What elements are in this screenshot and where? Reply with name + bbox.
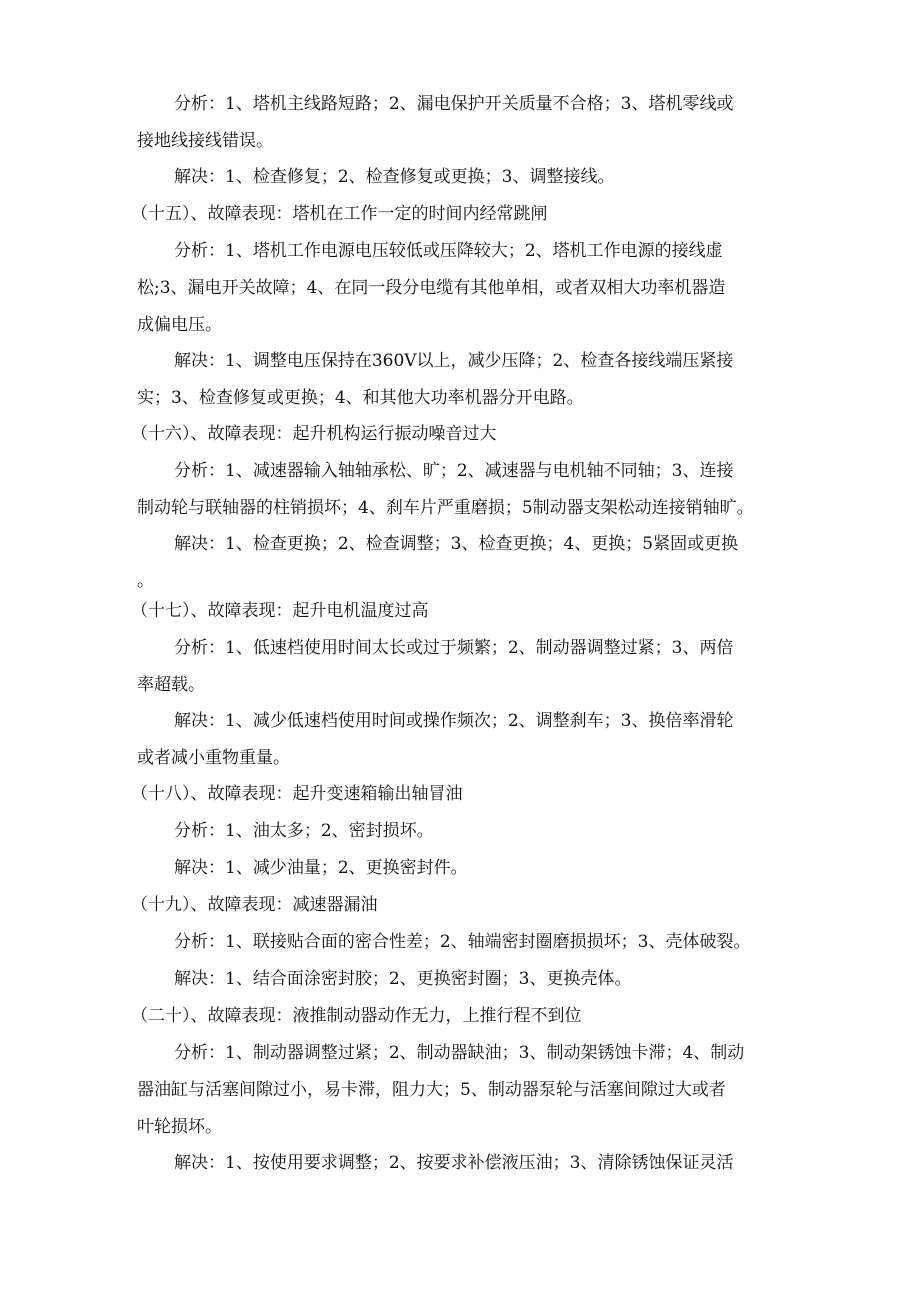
text-line: （十五）、故障表现：塔机在工作一定的时间内经常跳闸 <box>131 204 548 224</box>
text-line: （十六）、故障表现：起升机构运行振动噪音过大 <box>131 424 497 444</box>
text-line: 分析：1、减速器输入轴轴承松、旷；2、减速器与电机轴不同轴；3、连接 <box>174 461 734 481</box>
text-line: 解决：1、减少低速档使用时间或操作频次；2、调整刹车；3、换倍率滑轮 <box>174 711 734 731</box>
text-line: 实；3、检查修复或更换；4、和其他大功率机器分开电路。 <box>137 388 584 408</box>
paragraph <box>0 159 794 196</box>
paragraph <box>0 1145 794 1182</box>
text-line: 分析：1、低速档使用时间太长或过于频繁；2、制动器调整过紧；3、两倍 <box>174 638 734 658</box>
text-line: 制动轮与联轴器的柱销损坏；4、刹车片严重磨损；5制动器支架松动连接销轴旷。 <box>137 498 754 518</box>
text-line: （二十）、故障表现：液推制动器动作无力，上推行程不到位 <box>131 1006 582 1026</box>
text-line: 解决：1、检查更换；2、检查调整；3、检查更换；4、更换；5紧固或更换 <box>174 534 739 554</box>
paragraph <box>0 453 794 527</box>
section-heading <box>0 776 831 813</box>
section-heading <box>0 593 831 630</box>
text-line: 接地线接线错误。 <box>137 131 273 151</box>
text-line: 器油缸与活塞间隙过小，易卡滞，阻力大；5、制动器泵轮与活塞间隙过大或者 <box>137 1080 726 1100</box>
text-line: 叶轮损坏。 <box>137 1117 222 1137</box>
text-line: （十七）、故障表现：起升电机温度过高 <box>131 601 429 621</box>
paragraph <box>0 961 794 998</box>
text-line: （十八）、故障表现：起升变速箱输出轴冒油 <box>131 784 463 804</box>
text-line: 分析：1、制动器调整过紧；2、制动器缺油；3、制动架锈蚀卡滞；4、制动 <box>174 1043 745 1063</box>
section-heading <box>0 196 831 233</box>
paragraph <box>0 526 794 600</box>
text-line: 分析：1、塔机主线路短路；2、漏电保护开关质量不合格；3、塔机零线或 <box>174 94 734 114</box>
section-heading <box>0 416 831 453</box>
section-heading <box>0 998 831 1035</box>
paragraph <box>0 924 794 961</box>
text-line: 解决：1、减少油量；2、更换密封件。 <box>174 858 468 878</box>
text-line: （十九）、故障表现：减速器漏油 <box>131 895 378 915</box>
paragraph <box>0 86 794 160</box>
text-line: 松;3、漏电开关故障；4、在同一段分电缆有其他单相，或者双相大功率机器造 <box>137 278 726 298</box>
text-line: 率超载。 <box>137 675 205 695</box>
text-line: 解决：1、检查修复；2、检查修复或更换；3、调整接线。 <box>174 167 615 187</box>
text-line: 。 <box>137 571 154 591</box>
paragraph <box>0 850 794 887</box>
paragraph <box>0 1035 794 1146</box>
text-line: 解决：1、按使用要求调整；2、按要求补偿液压油；3、清除锈蚀保证灵活 <box>174 1153 734 1173</box>
paragraph <box>0 813 794 850</box>
text-line: 解决：1、结合面涂密封胶；2、更换密封圈；3、更换壳体。 <box>174 969 632 989</box>
text-line: 或者减小重物重量。 <box>137 748 290 768</box>
text-line: 分析：1、油太多；2、密封损坏。 <box>174 821 434 841</box>
text-line: 分析：1、塔机工作电源电压较低或压降较大；2、塔机工作电源的接线虚 <box>174 241 723 261</box>
text-line: 分析：1、联接贴合面的密合性差；2、轴端密封圈磨损损坏；3、壳体破裂。 <box>174 932 751 952</box>
paragraph <box>0 343 794 417</box>
text-line: 解决：1、调整电压保持在360V以上，减少压降；2、检查各接线端压紧接 <box>174 351 734 371</box>
paragraph <box>0 630 794 704</box>
text-line: 成偏电压。 <box>137 315 222 335</box>
section-heading <box>0 887 831 924</box>
paragraph <box>0 233 794 344</box>
paragraph <box>0 703 794 777</box>
